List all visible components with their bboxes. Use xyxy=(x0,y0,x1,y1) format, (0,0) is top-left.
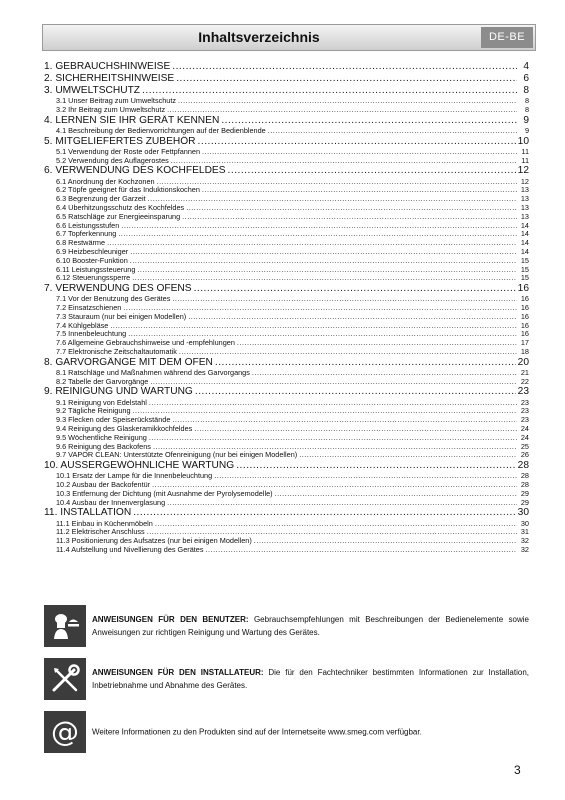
toc-entry-title: 7.1 Vor der Benutzung des Gerätes xyxy=(56,295,171,304)
toc-entry-title: 7. VERWENDUNG DES OFENS xyxy=(44,283,192,295)
toc-section-row[interactable] xyxy=(44,157,529,166)
toc-section-row[interactable] xyxy=(44,322,529,331)
toc-section-row[interactable] xyxy=(44,434,529,443)
toc-entry-title: 6.9 Heizbeschleuniger xyxy=(56,247,129,256)
toc-entry-title: 7.4 Kühlgebläse xyxy=(56,321,109,330)
toc-section-row[interactable] xyxy=(44,369,529,378)
toc-leader-dots xyxy=(268,127,517,136)
toc-section-row[interactable] xyxy=(44,204,529,213)
toc-page-number: 9 xyxy=(524,126,529,135)
toc-leader-dots xyxy=(182,213,517,222)
toc-page-number: 18 xyxy=(520,347,529,356)
toc-leader-dots xyxy=(195,386,516,398)
toc-page-number: 25 xyxy=(520,442,529,451)
toc-entry-title: 5.2 Verwendung des Auflagerostes xyxy=(56,156,169,165)
installer-instructions-body: Die für den Fachtechniker bestimmten Informationen zur Installation, Inbetriebnahme und Abnahme des Gerätes. xyxy=(92,668,530,690)
table-of-contents xyxy=(44,61,529,555)
toc-section-row[interactable] xyxy=(44,230,529,239)
toc-page-number: 13 xyxy=(520,195,529,204)
toc-page-number: 12 xyxy=(520,177,529,186)
toc-leader-dots xyxy=(221,115,517,127)
toc-leader-dots xyxy=(214,472,517,481)
toc-chapter-row[interactable] xyxy=(44,165,529,177)
toc-leader-dots xyxy=(236,460,515,472)
toc-leader-dots xyxy=(123,304,517,313)
toc-section-row[interactable] xyxy=(44,528,529,537)
toc-leader-dots xyxy=(179,348,517,357)
toc-page-number: 8 xyxy=(524,106,529,115)
toc-entry-title: 6.10 Booster-Funktion xyxy=(56,256,128,265)
toc-page-number: 16 xyxy=(520,321,529,330)
toc-entry-title: 4. LERNEN SIE IHR GERÄT KENNEN xyxy=(44,114,220,126)
toc-section-row[interactable] xyxy=(44,97,529,106)
toc-leader-dots xyxy=(172,295,517,304)
toc-entry-title: 8.2 Tabelle der Garvorgänge xyxy=(56,377,149,386)
toc-section-row[interactable] xyxy=(44,106,529,115)
user-instructions-text xyxy=(92,613,529,639)
toc-leader-dots xyxy=(142,85,517,97)
toc-leader-dots xyxy=(147,528,517,537)
toc-entry-title: 7.5 Innenbeleuchtung xyxy=(56,330,127,339)
toc-leader-dots xyxy=(254,537,517,546)
toc-leader-dots xyxy=(252,369,517,378)
toc-entry-title: 9. REINIGUNG UND WARTUNG xyxy=(44,386,193,398)
toc-entry-title: 9.7 VAPOR CLEAN: Unterstützte Ofenreinigung (nur bei einigen Modellen) xyxy=(56,451,298,460)
toc-section-row[interactable] xyxy=(44,416,529,425)
toc-leader-dots xyxy=(149,399,517,408)
toc-leader-dots xyxy=(172,416,517,425)
toc-page-number: 13 xyxy=(520,186,529,195)
user-instructions-body: Gebrauchsempfehlungen mit Beschreibungen der Bedienelemente sowie Anweisungen zur richtigen Reinigung und Wartung des Gerätes. xyxy=(92,615,530,637)
toc-section-row[interactable] xyxy=(44,257,529,266)
toc-chapter-row[interactable] xyxy=(44,386,529,398)
toc-page-number: 29 xyxy=(520,498,529,507)
toc-section-row[interactable] xyxy=(44,330,529,339)
toc-page-number: 26 xyxy=(520,451,529,460)
toc-page-number: 24 xyxy=(520,424,529,433)
toc-leader-dots xyxy=(171,157,517,166)
toc-page-number: 23 xyxy=(520,407,529,416)
toc-entry-title: 6. VERWENDUNG DES KOCHFELDES xyxy=(44,165,226,177)
installer-instructions-text xyxy=(92,666,529,692)
toc-leader-dots xyxy=(149,434,517,443)
toc-page-number: 30 xyxy=(520,519,529,528)
toc-entry-title: 11. INSTALLATION xyxy=(44,507,132,519)
svg-text:@: @ xyxy=(51,716,79,748)
toc-page-number: 32 xyxy=(520,545,529,554)
toc-entry-title: 6.4 Überhitzungsschutz des Kochfeldes xyxy=(56,203,185,212)
toc-entry-title: 10.2 Ausbau der Backofentür xyxy=(56,481,151,490)
toc-leader-dots xyxy=(137,266,517,275)
toc-entry-title: 7.7 Elektronische Zeitschaltautomatik xyxy=(56,347,177,356)
toc-leader-dots xyxy=(132,274,517,283)
toc-section-row[interactable] xyxy=(44,178,529,187)
toc-leader-dots xyxy=(133,407,517,416)
toc-leader-dots xyxy=(150,378,517,387)
toc-entry-title: 6.2 Töpfe geeignet für das Induktionskochen xyxy=(56,186,200,195)
page-title: Inhaltsverzeichnis xyxy=(198,29,320,45)
toc-section-row[interactable] xyxy=(44,222,529,231)
toc-page-number: 13 xyxy=(520,212,529,221)
toc-entry-title: 1. GEBRAUCHSHINWEISE xyxy=(44,61,171,72)
toc-leader-dots xyxy=(130,257,517,266)
toc-chapter-row[interactable] xyxy=(44,460,529,472)
toc-leader-dots xyxy=(118,230,517,239)
at-sign-icon xyxy=(44,711,86,753)
toc-leader-dots xyxy=(237,339,517,348)
toc-leader-dots xyxy=(186,204,517,213)
installer-instructions-notice xyxy=(44,658,529,700)
toc-entry-title: 3. UMWELTSCHUTZ xyxy=(44,85,141,97)
toc-entry-title: 8.1 Ratschläge und Maßnahmen während des Garvorgangs xyxy=(56,368,250,377)
toc-section-row[interactable] xyxy=(44,313,529,322)
toc-leader-dots xyxy=(107,239,517,248)
toc-leader-dots xyxy=(167,106,517,115)
toc-page-number: 16 xyxy=(520,312,529,321)
toc-section-row[interactable] xyxy=(44,239,529,248)
chef-icon xyxy=(44,605,86,647)
toc-section-row[interactable] xyxy=(44,348,529,357)
toc-leader-dots xyxy=(202,186,517,195)
toc-leader-dots xyxy=(110,322,517,331)
toc-entry-title: 10.1 Ersatz der Lampe für die Innenbeleuchtung xyxy=(56,472,213,481)
toc-page-number: 32 xyxy=(520,537,529,546)
toc-leader-dots xyxy=(153,443,517,452)
toc-section-row[interactable] xyxy=(44,481,529,490)
toc-leader-dots xyxy=(275,490,517,499)
toc-entry-title: 5. MITGELIEFERTES ZUBEHÖR xyxy=(44,135,196,147)
toc-leader-dots xyxy=(188,313,517,322)
notices xyxy=(44,605,529,764)
toc-leader-dots xyxy=(148,195,517,204)
toc-section-row[interactable] xyxy=(44,274,529,283)
toc-page-number: 14 xyxy=(520,221,529,230)
toc-section-row[interactable] xyxy=(44,295,529,304)
page-number: 3 xyxy=(514,763,521,777)
toc-page-number: 16 xyxy=(520,295,529,304)
toc-page-number: 15 xyxy=(520,274,529,283)
toc-chapter-row[interactable] xyxy=(44,507,529,519)
toc-leader-dots xyxy=(206,546,517,555)
toc-entry-title: 9.1 Reinigung von Edelstahl xyxy=(56,398,147,407)
toc-page-number: 29 xyxy=(520,489,529,498)
toc-section-row[interactable] xyxy=(44,378,529,387)
toc-entry-title: 6.3 Begrenzung der Garzeit xyxy=(56,195,146,204)
toc-leader-dots xyxy=(194,283,516,295)
toc-entry-title: 10. AUSSERGEWÖHNLICHE WARTUNG xyxy=(44,460,235,472)
toc-chapter-row[interactable] xyxy=(44,283,529,295)
toc-page-number: 16 xyxy=(517,283,529,295)
toc-page-number: 10 xyxy=(517,135,529,147)
toc-page-number: 13 xyxy=(520,203,529,212)
toc-leader-dots xyxy=(133,507,515,519)
toc-entry-title: 5.1 Verwendung der Roste oder Fettpfannen xyxy=(56,147,201,156)
toc-entry-title: 6.1 Anordnung der Kochzonen xyxy=(56,177,155,186)
toc-section-row[interactable] xyxy=(44,186,529,195)
toc-section-row[interactable] xyxy=(44,127,529,136)
toc-page-number: 12 xyxy=(517,165,529,177)
toc-page-number: 28 xyxy=(517,460,529,472)
toc-leader-dots xyxy=(152,481,517,490)
toc-entry-title: 9.3 Flecken oder Speiserückstände xyxy=(56,416,171,425)
toc-page-number: 6 xyxy=(523,73,529,85)
toc-page-number: 24 xyxy=(520,433,529,442)
toc-section-row[interactable] xyxy=(44,339,529,348)
page-header xyxy=(42,24,536,51)
toc-page-number: 11 xyxy=(521,147,529,156)
toc-entry-title: 6.8 Restwärme xyxy=(56,239,106,248)
toc-entry-title: 11.1 Einbau in Küchenmöbeln xyxy=(56,519,153,528)
toc-chapter-row[interactable] xyxy=(44,136,529,148)
toc-page-number: 14 xyxy=(520,230,529,239)
toc-chapter-row[interactable] xyxy=(44,357,529,369)
toc-section-row[interactable] xyxy=(44,266,529,275)
toc-entry-title: 3.2 Ihr Beitrag zum Umweltschutz xyxy=(56,106,166,115)
toc-section-row[interactable] xyxy=(44,546,529,555)
toc-section-row[interactable] xyxy=(44,304,529,313)
toc-entry-title: 9.4 Reinigung des Glaskeramikkochfeldes xyxy=(56,424,193,433)
toc-page-number: 23 xyxy=(517,386,529,398)
toc-entry-title: 7.3 Stauraum (nur bei einigen Modellen) xyxy=(56,312,187,321)
toc-page-number: 23 xyxy=(520,416,529,425)
toc-leader-dots xyxy=(228,165,516,177)
toc-leader-dots xyxy=(167,499,517,508)
language-badge: DE-BE xyxy=(481,27,533,48)
toc-chapter-row[interactable] xyxy=(44,115,529,127)
toc-page-number: 30 xyxy=(517,507,529,519)
toc-entry-title: 2. SICHERHEITSHINWEISE xyxy=(44,73,175,85)
toc-page-number: 14 xyxy=(520,239,529,248)
toc-page-number: 11 xyxy=(521,156,529,165)
toc-page-number: 8 xyxy=(523,85,529,97)
toc-section-row[interactable] xyxy=(44,443,529,452)
toc-leader-dots xyxy=(157,178,517,187)
toc-section-row[interactable] xyxy=(44,148,529,157)
toc-section-row[interactable] xyxy=(44,472,529,481)
toc-page-number: 9 xyxy=(523,114,529,126)
toc-section-row[interactable] xyxy=(44,499,529,508)
toc-entry-title: 3.1 Unser Beitrag zum Umweltschutz xyxy=(56,97,177,106)
toc-page-number: 28 xyxy=(520,472,529,481)
toc-entry-title: 11.3 Positionierung des Aufsatzes (nur bei einigen Modellen) xyxy=(56,537,252,546)
toc-entry-title: 10.4 Ausbau der Innenverglasung xyxy=(56,498,166,507)
toc-page-number: 8 xyxy=(524,97,529,106)
user-instructions-notice xyxy=(44,605,529,647)
tools-icon xyxy=(44,658,86,700)
toc-section-row[interactable] xyxy=(44,213,529,222)
toc-page-number: 16 xyxy=(520,304,529,312)
toc-leader-dots xyxy=(155,520,517,529)
toc-leader-dots xyxy=(215,357,516,369)
toc-leader-dots xyxy=(194,425,517,434)
toc-entry-title: 6.12 Steuerungssperre xyxy=(56,274,131,283)
toc-section-row[interactable] xyxy=(44,425,529,434)
toc-section-row[interactable] xyxy=(44,520,529,529)
toc-entry-title: 7.6 Allgemeine Gebrauchshinweise und -empfehlungen xyxy=(56,339,235,348)
toc-page-number: 4 xyxy=(523,61,529,72)
toc-page-number: 22 xyxy=(520,377,529,386)
website-text xyxy=(92,726,529,739)
toc-page-number: 15 xyxy=(520,265,529,274)
installer-instructions-heading: ANWEISUNGEN FÜR DEN INSTALLATEUR: xyxy=(92,668,264,677)
user-instructions-heading: ANWEISUNGEN FÜR DEN BENUTZER: xyxy=(92,615,249,624)
toc-entry-title: 9.6 Reinigung des Backofens xyxy=(56,442,151,451)
toc-entry-title: 6.6 Leistungsstufen xyxy=(56,221,120,230)
toc-section-row[interactable] xyxy=(44,195,529,204)
toc-section-row[interactable] xyxy=(44,451,529,460)
toc-section-row[interactable] xyxy=(44,407,529,416)
toc-leader-dots xyxy=(130,248,517,257)
toc-page-number: 28 xyxy=(520,481,529,490)
toc-page-number: 31 xyxy=(520,528,529,537)
toc-entry-title: 9.5 Wöchentliche Reinigung xyxy=(56,433,147,442)
toc-section-row[interactable] xyxy=(44,399,529,408)
toc-leader-dots xyxy=(121,222,517,231)
toc-page-number: 23 xyxy=(520,398,529,407)
toc-leader-dots xyxy=(299,451,517,460)
toc-entry-title: 10.3 Entfernung der Dichtung (mit Ausnahme der Pyrolysemodelle) xyxy=(56,489,273,498)
toc-entry-title: 6.7 Topferkennung xyxy=(56,230,117,239)
toc-entry-title: 11.4 Aufstellung und Nivellierung des Gerätes xyxy=(56,545,204,554)
toc-page-number: 16 xyxy=(520,330,529,339)
toc-entry-title: 6.5 Ratschläge zur Energieeinsparung xyxy=(56,212,181,221)
toc-page-number: 15 xyxy=(520,256,529,265)
toc-leader-dots xyxy=(178,97,517,106)
toc-entry-title: 11.2 Elektrischer Anschluss xyxy=(56,528,145,537)
toc-chapter-row[interactable] xyxy=(44,73,529,85)
toc-section-row[interactable] xyxy=(44,490,529,499)
toc-leader-dots xyxy=(198,136,516,148)
toc-page-number: 17 xyxy=(520,339,529,348)
toc-entry-title: 4.1 Beschreibung der Bedienvorrichtungen auf der Bedienblende xyxy=(56,126,266,135)
toc-leader-dots xyxy=(176,73,517,85)
toc-chapter-row[interactable] xyxy=(44,61,529,73)
toc-section-row[interactable] xyxy=(44,537,529,546)
toc-page-number: 20 xyxy=(517,356,529,368)
website-notice xyxy=(44,711,529,753)
toc-entry-title: 6.11 Leistungssteuerung xyxy=(56,265,136,274)
toc-entry-title: 8. GARVORGÄNGE MIT DEM OFEN xyxy=(44,356,213,368)
toc-chapter-row[interactable] xyxy=(44,85,529,97)
toc-leader-dots xyxy=(128,330,517,339)
website-body: Weitere Informationen zu den Produkten sind auf der Internetseite www.smeg.com verfügbar. xyxy=(92,727,422,737)
toc-entry-title: 9.2 Tägliche Reinigung xyxy=(56,407,131,416)
toc-page-number: 21 xyxy=(520,368,529,377)
toc-entry-title: 7.2 Einsatzschienen xyxy=(56,304,122,312)
toc-leader-dots xyxy=(172,61,517,73)
toc-leader-dots xyxy=(202,148,517,157)
toc-section-row[interactable] xyxy=(44,248,529,257)
toc-page-number: 14 xyxy=(520,247,529,256)
